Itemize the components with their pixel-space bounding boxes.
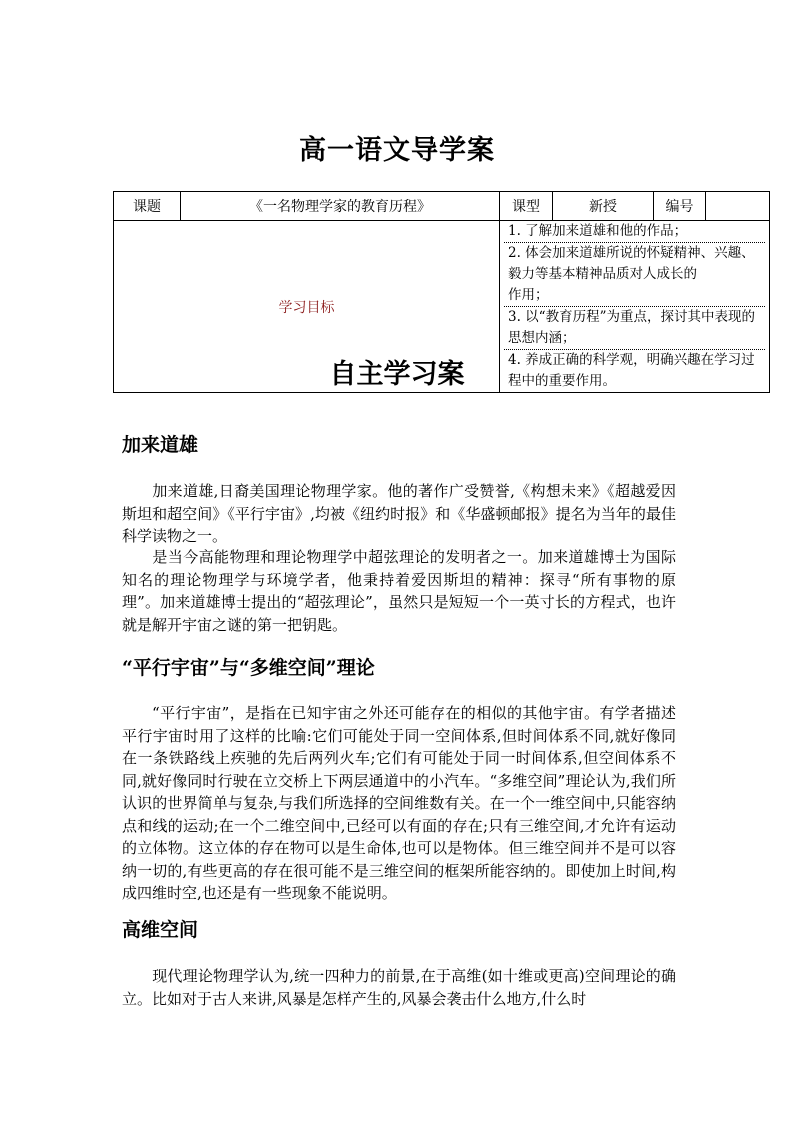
paragraph: 加来道雄,日裔美国理论物理学家。他的著作广受赞誉,《构想未来》《超越爱因斯坦和超空间》《平行宇宙》,均被《纽约时报》和《华盛顿邮报》提名为当年的最佳科学读物之一。 [122, 482, 676, 545]
page-title: 高一语文导学案 [299, 135, 495, 166]
goal-item: 作用； [504, 285, 765, 307]
topic-label: 课题 [114, 192, 181, 221]
goal-item: 3. 以“教育历程”为重点，探讨其中表现的思想内涵； [504, 307, 765, 350]
type-value: 新授 [553, 192, 654, 221]
paragraph: “平行宇宙”，是指在已知宇宙之外还可能存在的相似的其他宇宙。有学者描述平行宇宙时用了这样的比喻:它们可能处于同一空间体系,但时间体系不同,就好像同在一条铁路线上疾驰的先后两列火车;它们有可能处于同一时间体系,但空间体系不同,就好像同时行驶在立交桥上下两层通道中的小汽车。“多维空间”理论认为,我们所认识的世界简单与复杂,与我们所选择的空间维数有关。在一个一维空间中,只能容纳点和线的运动;在一个二维空间中,已经可以有面的存在;只有三维空间,才允许有运动的立体物。这立体的存在物可以是生命体,也可以是物体。但三维空间并不是可以容纳一切的,有些更高的存在很可能不是三维空间的框架所能容纳的。即使加上时间,构成四维时空,也还是有一些现象不能说明。 [122, 704, 676, 902]
number-value [706, 192, 770, 221]
heading-kaku: 加来道雄 [122, 434, 199, 456]
goal-item: 4. 养成正确的科学观，明确兴趣在学习过程中的重要作用。 [508, 352, 755, 389]
goal-item: 1. 了解加来道雄和他的作品； [504, 221, 765, 243]
section-title: 自主学习案 [329, 359, 465, 390]
number-label: 编号 [654, 192, 706, 221]
topic-value: 《一名物理学家的教育历程》 [181, 192, 500, 221]
table-header-row [114, 192, 770, 221]
heading-parallel-universe: “平行宇宙”与“多维空间”理论 [122, 657, 375, 679]
paragraph: 现代理论物理学认为,统一四种力的前景,在于高维(如十维或更高)空间理论的确立。比如对于古人来讲,风暴是怎样产生的,风暴会袭击什么地方,什么时 [122, 967, 676, 1008]
type-label: 课型 [500, 192, 553, 221]
heading-higher-dimensions: 高维空间 [122, 919, 199, 941]
paragraph: 是当今高能物理和理论物理学中超弦理论的发明者之一。加来道雄博士为国际知名的理论物理学与环境学者，他秉持着爱因斯坦的精神：探寻“所有事物的原理”。加来道雄博士提出的“超弦理论”，虽然只是短短一个一英寸长的方程式，也许就是解开宇宙之谜的第一把钥匙。 [122, 548, 676, 634]
goals-label: 学习目标 [114, 221, 500, 393]
goal-item: 2. 体会加来道雄所说的怀疑精神、兴趣、毅力等基本精神品质对人成长的 [508, 245, 755, 282]
